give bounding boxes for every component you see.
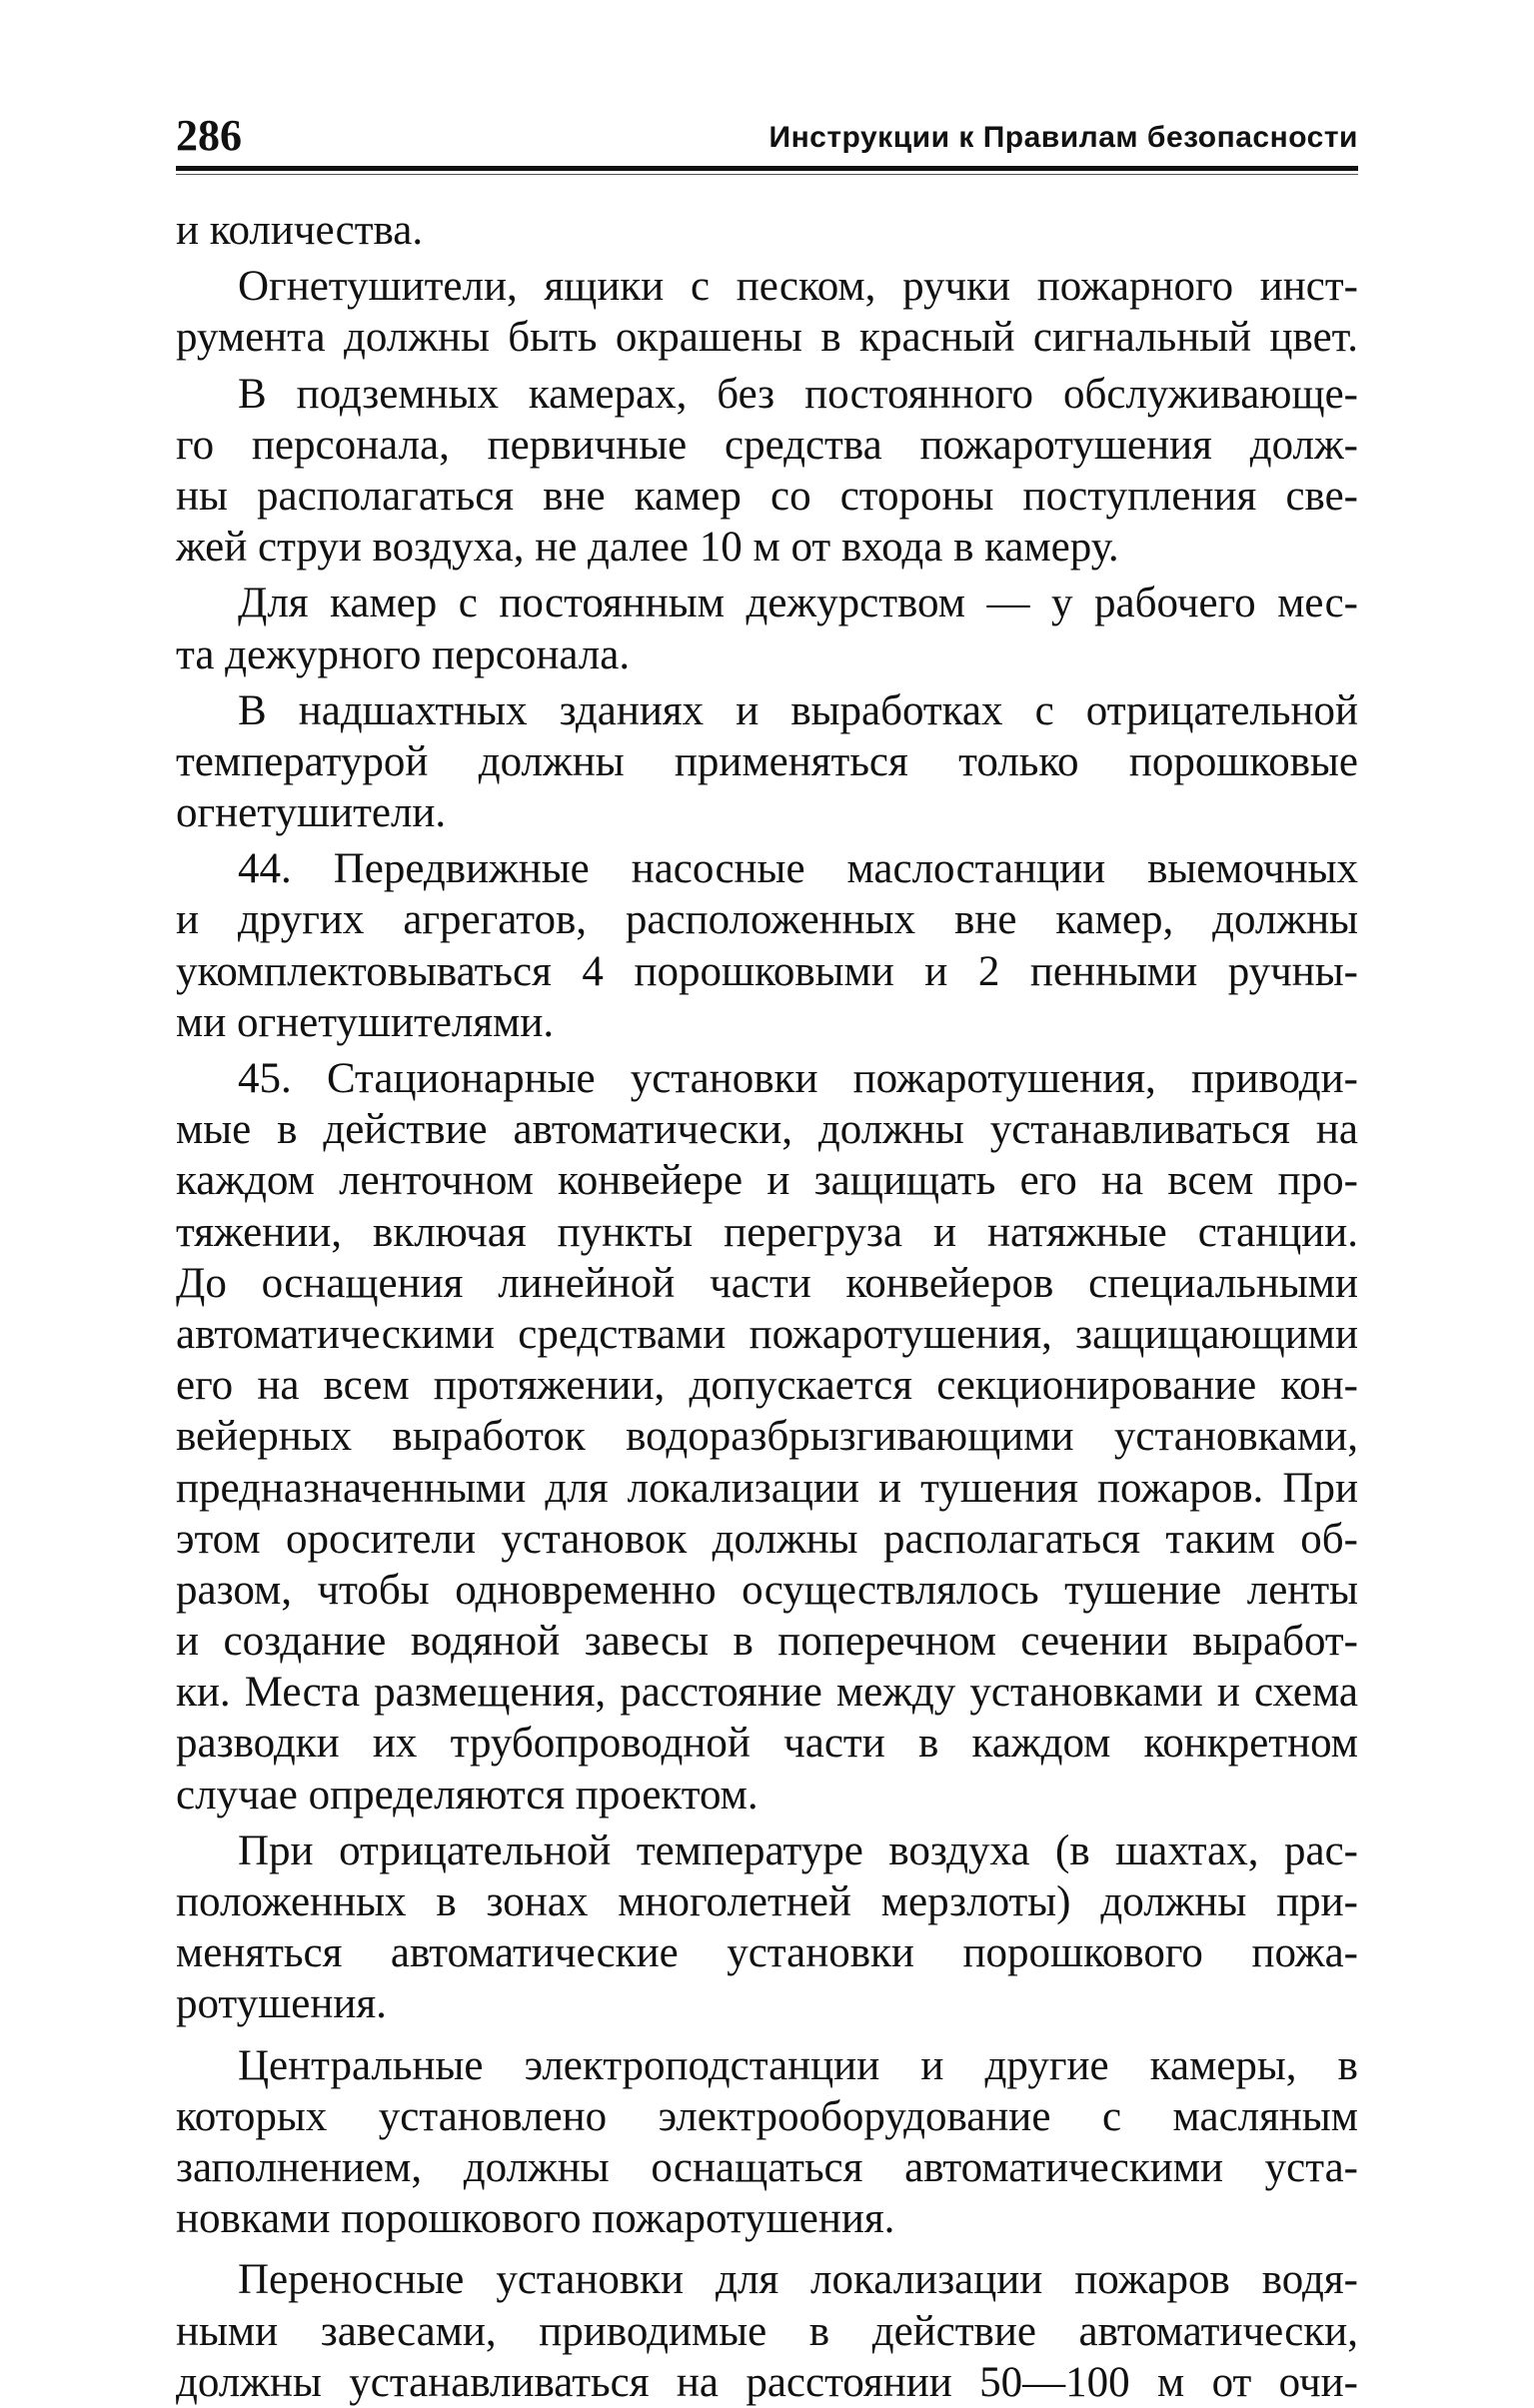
text-line: его на всем протяжении, допускается секционирование кон- xyxy=(176,1362,1358,1410)
text-line: этом оросители установок должны располагаться таким об- xyxy=(176,1515,1358,1563)
text-line: тяжении, включая пункты перегруза и натяжные станции. xyxy=(176,1208,1358,1256)
header-rule-thin xyxy=(176,174,1358,175)
text-line: Переносные установки для локализации пожаров водя- xyxy=(238,2256,1358,2304)
text-body xyxy=(176,205,1358,2408)
text-line: и создание водяной завесы в поперечном сечении выработ- xyxy=(176,1618,1358,1666)
text-line: предназначенными для локализации и тушения пожаров. При xyxy=(176,1464,1358,1512)
text-line: вейерных выработок водоразбрызгивающими установками, xyxy=(176,1413,1358,1461)
text-line: каждом ленточном конвейере и защищать его на всем про- xyxy=(176,1157,1358,1205)
text-line: и других агрегатов, расположенных вне камер, должны xyxy=(176,896,1358,944)
text-line: В подземных камерах, без постоянного обслуживающе- xyxy=(238,370,1358,418)
text-line: 45. Стационарные установки пожаротушения, приводи- xyxy=(238,1055,1358,1102)
text-line: Огнетушители, ящики с песком, ручки пожарного инст- xyxy=(238,263,1358,311)
text-line: новками порошкового пожаротушения. xyxy=(176,2195,895,2243)
text-line: Для камер с постоянным дежурством — у рабочего мес- xyxy=(238,580,1358,627)
text-line: ки. Места размещения, расстояние между установками и схема xyxy=(176,1669,1358,1717)
text-line: мые в действие автоматически, должны устанавливаться на xyxy=(176,1106,1358,1154)
text-line: та дежурного персонала. xyxy=(176,630,631,678)
page-header xyxy=(176,110,1358,162)
text-line: и количества. xyxy=(176,207,424,254)
text-line: 44. Передвижные насосные маслостанции выемочных xyxy=(238,845,1358,893)
text-line: разводки их трубопроводной части в каждом конкретном xyxy=(176,1720,1358,1768)
text-line: ротушения. xyxy=(176,1980,387,2028)
text-line: укомплектовываться 4 порошковыми и 2 пенными ручны- xyxy=(176,947,1358,995)
running-head: Инструкции к Правилам безопасности xyxy=(768,121,1358,154)
text-line: жей струи воздуха, не далее 10 м от входа в камеру. xyxy=(176,524,1119,572)
text-line: случае определяются проектом. xyxy=(176,1771,759,1818)
text-line: заполнением, должны оснащаться автоматическими уста- xyxy=(176,2143,1358,2191)
text-line: должны устанавливаться на расстоянии 50—100 м от очи- xyxy=(176,2358,1358,2406)
text-line: разом, чтобы одновременно осуществлялось тушение ленты xyxy=(176,1566,1358,1614)
text-line: которых установлено электрооборудование с масляным xyxy=(176,2092,1358,2140)
text-line: температурой должны применяться только порошковые xyxy=(176,737,1358,785)
text-line: румента должны быть окрашены в красный сигнальный цвет. xyxy=(176,314,1358,362)
text-line: автоматическими средствами пожаротушения, защищающими xyxy=(176,1310,1358,1358)
text-line: В надшахтных зданиях и выработках с отрицательной xyxy=(238,686,1358,734)
text-line: положенных в зонах многолетней мерзлоты) должны при- xyxy=(176,1878,1358,1925)
text-line: ми огнетушителями. xyxy=(176,998,555,1046)
text-line: До оснащения линейной части конвейеров специальными xyxy=(176,1259,1358,1307)
text-line: го персонала, первичные средства пожаротушения долж- xyxy=(176,421,1358,469)
page-number: 286 xyxy=(176,111,242,160)
text-line: огнетушители. xyxy=(176,789,447,837)
text-line: При отрицательной температуре воздуха (в шахтах, рас- xyxy=(238,1826,1358,1874)
header-rule xyxy=(176,166,1358,171)
text-line: меняться автоматические установки порошкового пожа- xyxy=(176,1929,1358,1977)
text-line: Центральные электроподстанции и другие камеры, в xyxy=(238,2041,1358,2089)
text-line: ными завесами, приводимые в действие автоматически, xyxy=(176,2307,1358,2355)
text-line: ны располагаться вне камер со стороны поступления све- xyxy=(176,472,1358,520)
